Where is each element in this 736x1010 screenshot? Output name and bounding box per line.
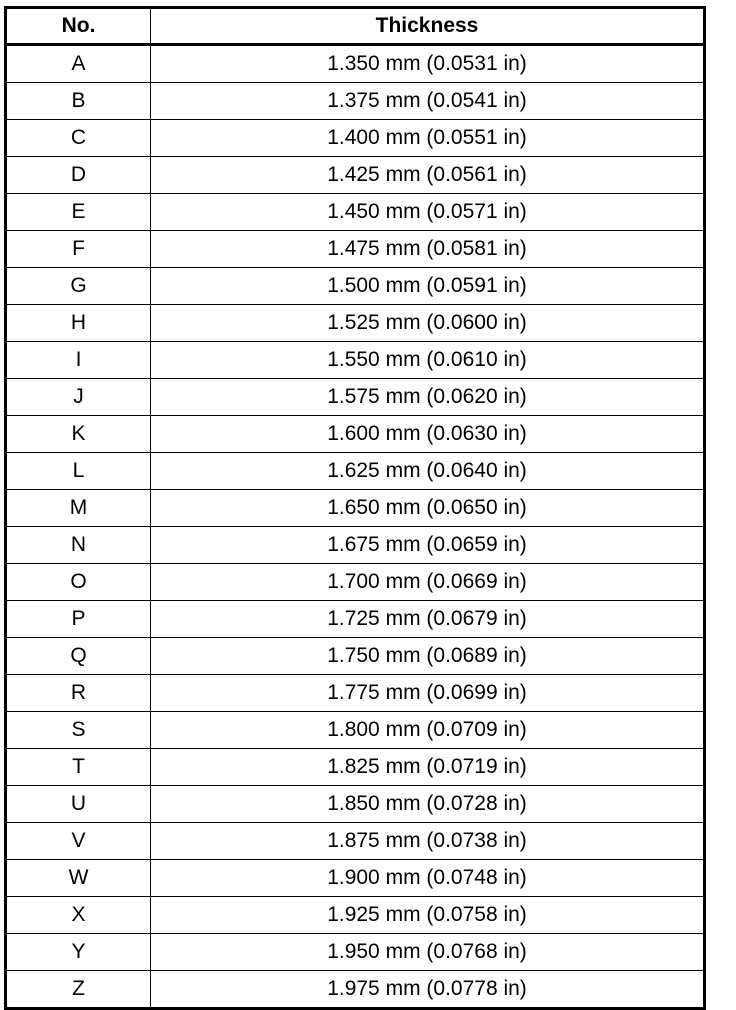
cell-thickness: 1.875 mm (0.0738 in) [151,823,705,860]
cell-thickness: 1.525 mm (0.0600 in) [151,305,705,342]
cell-thickness: 1.575 mm (0.0620 in) [151,379,705,416]
cell-thickness: 1.775 mm (0.0699 in) [151,675,705,712]
cell-thickness: 1.950 mm (0.0768 in) [151,934,705,971]
table-row [6,638,705,675]
cell-no: A [6,45,151,83]
thickness-table-container [4,6,706,1010]
cell-no: N [6,527,151,564]
cell-no: I [6,342,151,379]
table-row [6,971,705,1009]
cell-thickness: 1.600 mm (0.0630 in) [151,416,705,453]
table-body [6,45,705,1009]
cell-no: R [6,675,151,712]
cell-no: C [6,120,151,157]
table-row [6,194,705,231]
cell-thickness: 1.700 mm (0.0669 in) [151,564,705,601]
cell-no: L [6,453,151,490]
table-row [6,416,705,453]
cell-thickness: 1.925 mm (0.0758 in) [151,897,705,934]
table-row [6,860,705,897]
cell-thickness: 1.975 mm (0.0778 in) [151,971,705,1009]
table-row [6,45,705,83]
cell-no: Q [6,638,151,675]
table-row [6,823,705,860]
cell-thickness: 1.850 mm (0.0728 in) [151,786,705,823]
table-row [6,564,705,601]
cell-thickness: 1.400 mm (0.0551 in) [151,120,705,157]
table-row [6,231,705,268]
table-row [6,453,705,490]
cell-thickness: 1.675 mm (0.0659 in) [151,527,705,564]
cell-no: H [6,305,151,342]
table-row [6,120,705,157]
table-row [6,527,705,564]
cell-no: D [6,157,151,194]
cell-no: F [6,231,151,268]
cell-thickness: 1.425 mm (0.0561 in) [151,157,705,194]
table-row [6,342,705,379]
header-no: No. [6,8,151,45]
cell-thickness: 1.375 mm (0.0541 in) [151,83,705,120]
table-row [6,305,705,342]
table-row [6,490,705,527]
cell-no: S [6,712,151,749]
cell-no: U [6,786,151,823]
cell-no: J [6,379,151,416]
cell-thickness: 1.800 mm (0.0709 in) [151,712,705,749]
table-header-row [6,8,705,45]
cell-no: Z [6,971,151,1009]
cell-no: E [6,194,151,231]
table-row [6,268,705,305]
table-row [6,749,705,786]
cell-thickness: 1.900 mm (0.0748 in) [151,860,705,897]
table-row [6,675,705,712]
cell-no: P [6,601,151,638]
header-thickness: Thickness [151,8,705,45]
cell-thickness: 1.550 mm (0.0610 in) [151,342,705,379]
cell-no: T [6,749,151,786]
cell-thickness: 1.725 mm (0.0679 in) [151,601,705,638]
cell-no: X [6,897,151,934]
cell-thickness: 1.650 mm (0.0650 in) [151,490,705,527]
cell-no: W [6,860,151,897]
table-row [6,897,705,934]
table-row [6,601,705,638]
table-row [6,157,705,194]
thickness-table [4,6,706,1010]
cell-no: K [6,416,151,453]
cell-thickness: 1.750 mm (0.0689 in) [151,638,705,675]
cell-no: V [6,823,151,860]
cell-thickness: 1.450 mm (0.0571 in) [151,194,705,231]
cell-no: Y [6,934,151,971]
cell-thickness: 1.350 mm (0.0531 in) [151,45,705,83]
cell-thickness: 1.500 mm (0.0591 in) [151,268,705,305]
table-row [6,934,705,971]
table-row [6,712,705,749]
table-row [6,786,705,823]
cell-no: O [6,564,151,601]
cell-no: B [6,83,151,120]
cell-no: G [6,268,151,305]
table-row [6,83,705,120]
cell-thickness: 1.625 mm (0.0640 in) [151,453,705,490]
table-row [6,379,705,416]
cell-no: M [6,490,151,527]
cell-thickness: 1.475 mm (0.0581 in) [151,231,705,268]
cell-thickness: 1.825 mm (0.0719 in) [151,749,705,786]
